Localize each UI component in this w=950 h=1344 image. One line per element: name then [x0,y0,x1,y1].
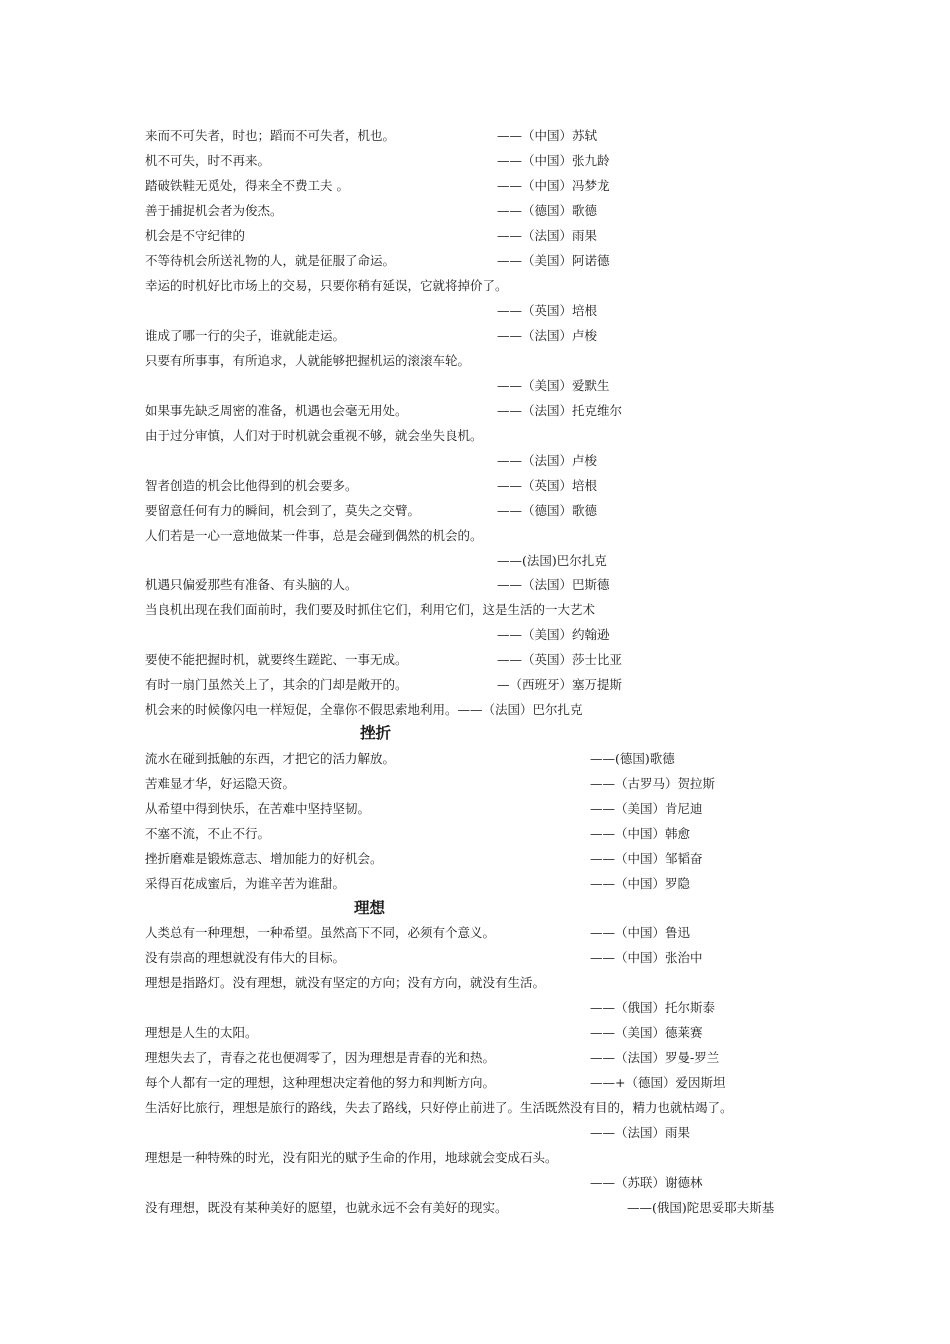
quote-text: 生活好比旅行，理想是旅行的路线，失去了路线，只好停止前进了。生活既然没有目的，精力也就枯竭了。 [145,1100,733,1115]
quote-author: ——（美国）德莱赛 [590,1025,703,1040]
quote-author: ——（法国）卢梭 [497,328,598,343]
quote-author: ——（中国）邹韬奋 [590,851,703,866]
quote-text: 来而不可失者，时也；蹈而不可失者，机也。 [145,128,396,143]
quote-author: ——（法国）罗曼-罗兰 [590,1050,720,1065]
quote-text: 理想失去了，青春之花也便凋零了，因为理想是青春的光和热。 [145,1050,496,1065]
quote-text: 理想是一种特殊的时光，没有阳光的赋予生命的作用，地球就会变成石头。 [145,1150,558,1165]
quote-text: 当良机出现在我们面前时，我们要及时抓住它们，利用它们，这是生活的一大艺术 [145,602,596,617]
quote-author: —（西班牙）塞万提斯 [497,677,623,692]
quote-author: ——(俄国)陀思妥耶夫斯基 [627,1200,775,1215]
quote-text: 谁成了哪一行的尖子，谁就能走运。 [145,328,346,343]
quote-text: 不等待机会所送礼物的人，就是征服了命运。 [145,253,396,268]
quote-text: 挫折磨难是锻炼意志、增加能力的好机会。 [145,851,383,866]
quote-text: 机遇只偏爱那些有准备、有头脑的人。 [145,577,358,592]
quote-author: ——（英国）培根 [497,303,598,318]
quote-text: 没有理想，既没有某种美好的愿望，也就永远不会有美好的现实。 [145,1200,508,1215]
section-heading: 理想 [354,898,386,917]
quote-author: ——（中国）苏轼 [497,128,598,143]
quote-text: 苦难显才华，好运隐天资。 [145,776,296,791]
quote-text: 采得百花成蜜后，为谁辛苦为谁甜。 [145,876,346,891]
quote-author: ——（中国）冯梦龙 [497,178,610,193]
quote-text: 机会来的时候像闪电一样短促，全靠你不假思索地利用。——（法国）巴尔扎克 [145,702,583,717]
quote-text: 智者创造的机会比他得到的机会要多。 [145,478,358,493]
quote-text: 幸运的时机好比市场上的交易，只要你稍有延误，它就将掉价了。 [145,278,508,293]
quote-author: ——（中国）张治中 [590,950,703,965]
quote-author: ——（美国）阿诺德 [497,253,610,268]
quote-author: ——+（德国）爱因斯坦 [590,1075,726,1090]
quote-author: ——（美国）爱默生 [497,378,610,393]
quote-author: ——（英国）培根 [497,478,598,493]
quote-author: ——（中国）韩愈 [590,826,691,841]
quote-text: 由于过分审慎，人们对于时机就会重视不够，就会坐失良机。 [145,428,483,443]
quote-author: ——（法国）雨果 [590,1125,691,1140]
quote-text: 善于捕捉机会者为俊杰。 [145,203,283,218]
quote-text: 踏破铁鞋无觅处，得来全不费工夫 。 [145,178,349,193]
quote-text: 理想是人生的太阳。 [145,1025,258,1040]
section-heading: 挫折 [360,723,392,742]
quote-text: 要留意任何有力的瞬间，机会到了，莫失之交臂。 [145,503,421,518]
quote-author: ——（中国）罗隐 [590,876,691,891]
quote-text: 每个人都有一定的理想，这种理想决定着他的努力和判断方向。 [145,1075,496,1090]
quote-author: ——（中国）张九龄 [497,153,610,168]
quote-author: ——（德国）歌德 [497,203,598,218]
quote-text: 没有崇高的理想就没有伟大的目标。 [145,950,346,965]
quote-text: 从希望中得到快乐，在苦难中坚持坚韧。 [145,801,371,816]
quote-author: ——（法国）托克维尔 [497,403,623,418]
quote-author: ——（古罗马）贺拉斯 [590,776,716,791]
quote-author: ——（英国）莎士比亚 [497,652,623,667]
quote-author: ——（法国）雨果 [497,228,598,243]
quote-author: ——(法国)巴尔扎克 [497,553,607,568]
quote-text: 理想是指路灯。没有理想，就没有坚定的方向；没有方向，就没有生活。 [145,975,546,990]
quote-author: ——（法国）卢梭 [497,453,598,468]
quote-author: ——(德国)歌德 [590,751,675,766]
quote-text: 要使不能把握时机，就要终生蹉跎、一事无成。 [145,652,408,667]
quote-author: ——（美国）约翰逊 [497,627,610,642]
quote-text: 只要有所事事，有所追求，人就能够把握机运的滚滚车轮。 [145,353,471,368]
quote-author: ——（苏联）谢德林 [590,1175,703,1190]
quote-author: ——（美国）肯尼迪 [590,801,703,816]
quote-text: 流水在碰到抵触的东西，才把它的活力解放。 [145,751,396,766]
quote-author: ——（中国）鲁迅 [590,925,691,940]
quote-text: 人们若是一心一意地做某一件事，总是会碰到偶然的机会的。 [145,528,483,543]
quote-author: ——（德国）歌德 [497,503,598,518]
quote-text: 机不可失，时不再来。 [145,153,271,168]
quote-text: 机会是不守纪律的 [145,228,246,243]
quote-text: 不塞不流，不止不行。 [145,826,271,841]
quote-text: 有时一扇门虽然关上了，其余的门却是敞开的。 [145,677,408,692]
quote-text: 人类总有一种理想，一种希望。虽然高下不同，必须有个意义。 [145,925,496,940]
quote-author: ——（俄国）托尔斯泰 [590,1000,716,1015]
quote-text: 如果事先缺乏周密的准备，机遇也会毫无用处。 [145,403,408,418]
quote-author: ——（法国）巴斯德 [497,577,610,592]
